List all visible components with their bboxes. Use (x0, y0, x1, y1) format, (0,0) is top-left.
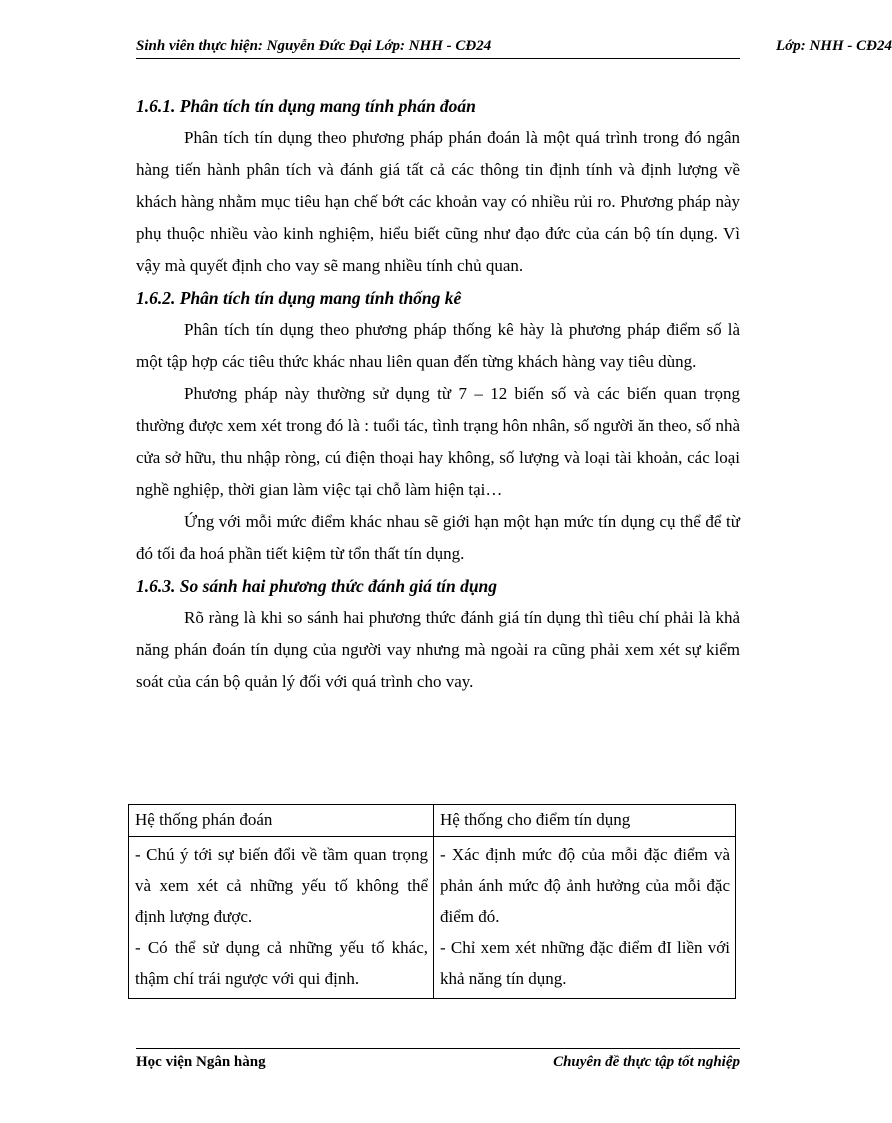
section-heading-1-6-1: 1.6.1. Phân tích tín dụng mang tính phán đoán (136, 96, 476, 116)
paragraph: Ứng với mỗi mức điểm khác nhau sẽ giới hạn một hạn mức tín dụng cụ thể để từ đó tối đa hoá phần tiết kiệm từ tổn thất tín dụng. (136, 512, 740, 563)
document-body (136, 90, 740, 698)
table-row (129, 837, 736, 999)
paragraph: Phân tích tín dụng theo phương pháp thống kê hày là phương pháp điểm số là một tập hợp các tiêu thức khác nhau liên quan đến từng khách hàng vay tiêu dùng. (136, 320, 740, 371)
table-cell-item: - Chỉ xem xét những đặc điểm đI liền với khả năng tín dụng. (440, 938, 730, 988)
table-cell-item: - Xác định mức độ của mỗi đặc điểm và phản ánh mức độ ảnh hưởng của mỗi đặc điểm đó. (440, 845, 730, 926)
page-header (136, 36, 892, 58)
table-cell-credit-scoring (434, 837, 736, 999)
section-heading-1-6-3: 1.6.3. So sánh hai phương thức đánh giá tín dụng (136, 576, 498, 596)
paragraph: Phương pháp này thường sử dụng từ 7 – 12 biến số và các biến quan trọng thường được xem xét trong đó là : tuổi tác, tình trạng hôn nhân, số người ăn theo, số nhà cửa sở hữu, thu nhập ròng, cú điện thoại hay không, số lượng và loại tài khoản, các loại nghề nghiệp, thời gian làm việc tại chỗ làm hiện tại… (136, 384, 740, 499)
header-author: Sinh viên thực hiện: Nguyễn Đức Đại Lớp: NHH - CĐ24 (136, 38, 492, 54)
footer-institution: Học viện Ngân hàng (136, 1054, 266, 1070)
table-cell-judgmental (129, 837, 434, 999)
footer-report-title: Chuyên đề thực tập tốt nghiệp (553, 1054, 740, 1070)
footer-divider (136, 1048, 740, 1049)
paragraph: Phân tích tín dụng theo phương pháp phán đoán là một quá trình trong đó ngân hàng tiến hành phân tích và đánh giá tất cả các thông tin định tính và định lượng về khách hàng nhằm mục tiêu hạn chế bớt các khoản vay có nhiều rủi ro. Phương pháp này phụ thuộc nhiều vào kinh nghiệm, hiểu biết cũng như đạo đức của cán bộ tín dụng. Vì vậy mà quyết định cho vay sẽ mang nhiều tính chủ quan. (136, 128, 740, 275)
section-heading-1-6-2: 1.6.2. Phân tích tín dụng mang tính thống kê (136, 288, 462, 308)
table-cell-item: - Chú ý tới sự biến đổi về tầm quan trọng và xem xét cả những yếu tố không thể định lượng được. (135, 845, 428, 926)
table-header-credit-scoring: Hệ thống cho điểm tín dụng (434, 805, 736, 837)
table-header-judgmental: Hệ thống phán đoán (129, 805, 434, 837)
paragraph: Rõ ràng là khi so sánh hai phương thức đánh giá tín dụng thì tiêu chí phải là khả năng phán đoán tín dụng của người vay nhưng mà ngoài ra cũng phải xem xét sự kiểm soát của cán bộ quản lý đối với quá trình cho vay. (136, 608, 740, 691)
header-divider (136, 58, 740, 59)
table-cell-item: - Có thể sử dụng cả những yếu tố khác, thậm chí trái ngược với qui định. (135, 938, 428, 988)
table-header-row (129, 805, 736, 837)
comparison-table (128, 804, 736, 999)
header-class: Lớp: NHH - CĐ24 (776, 38, 892, 54)
